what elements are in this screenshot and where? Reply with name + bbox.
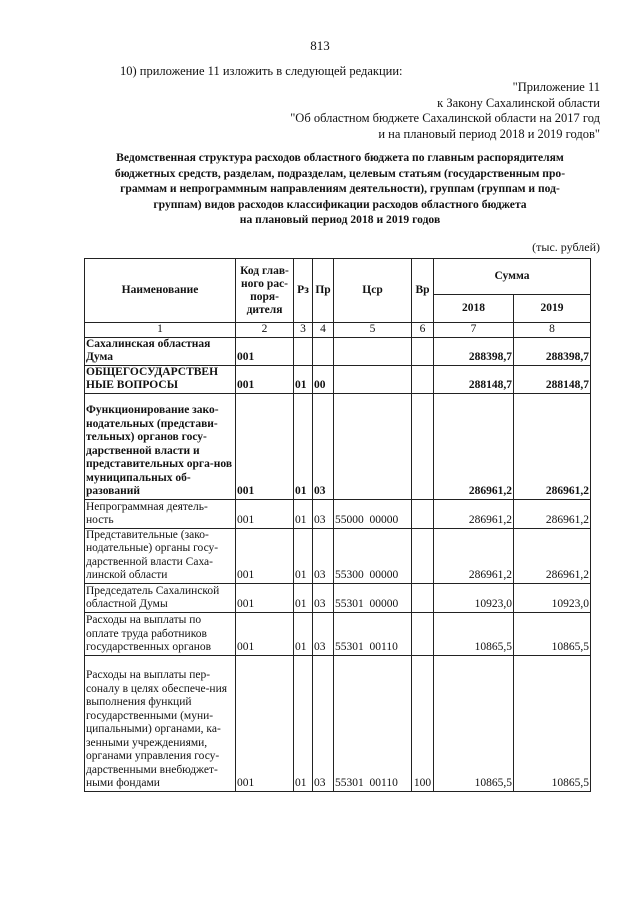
title-line: на плановый период 2018 и 2019 годов xyxy=(239,213,441,226)
row-name: Председатель Сахалинской областной Думы xyxy=(85,583,236,612)
column-index: 3 xyxy=(294,323,313,338)
row-vr xyxy=(412,365,434,393)
title-line: группам) видов расходов классификации расходов областного бюджета xyxy=(153,197,527,211)
row-pr xyxy=(313,337,334,365)
row-csr: 55000 00000 xyxy=(334,499,412,528)
row-value-2018: 286961,2 xyxy=(434,393,514,499)
row-name: Непрограммная деятель-ность xyxy=(85,499,236,528)
table-row xyxy=(85,583,591,612)
row-csr xyxy=(334,365,412,393)
row-value-2018: 10865,5 xyxy=(434,612,514,655)
appendix-heading xyxy=(290,80,600,142)
header-sum: Сумма xyxy=(434,259,591,295)
column-index-row xyxy=(85,323,591,338)
row-name: Сахалинская областная Дума xyxy=(85,337,236,365)
row-code: 001 xyxy=(236,612,294,655)
row-rz: 01 xyxy=(294,499,313,528)
title-line: бюджетных средств, разделам, подразделам, целевым статьям (государственным про- xyxy=(114,166,566,180)
header-rz: Рз xyxy=(294,259,313,323)
column-index: 1 xyxy=(85,323,236,338)
title-line: Ведомственная структура расходов областного бюджета по главным распорядителям xyxy=(116,151,564,164)
row-value-2019: 286961,2 xyxy=(514,393,591,499)
row-rz xyxy=(294,337,313,365)
row-csr xyxy=(334,337,412,365)
column-index: 2 xyxy=(236,323,294,338)
budget-table xyxy=(84,258,591,792)
row-pr: 03 xyxy=(313,655,334,791)
row-rz: 01 xyxy=(294,365,313,393)
row-vr xyxy=(412,583,434,612)
table-row xyxy=(85,612,591,655)
row-pr: 03 xyxy=(313,583,334,612)
row-code: 001 xyxy=(236,528,294,583)
row-pr: 03 xyxy=(313,612,334,655)
row-value-2019: 286961,2 xyxy=(514,528,591,583)
row-value-2019: 10923,0 xyxy=(514,583,591,612)
appendix-line: "Об областном бюджете Сахалинской области на 2017 год xyxy=(290,111,600,125)
row-rz: 01 xyxy=(294,393,313,499)
row-rz: 01 xyxy=(294,655,313,791)
row-name: Представительные (зако-нодательные) органы госу-дарственной власти Саха-линской области xyxy=(85,528,236,583)
row-code: 001 xyxy=(236,583,294,612)
row-value-2019: 286961,2 xyxy=(514,499,591,528)
column-index: 6 xyxy=(412,323,434,338)
row-code: 001 xyxy=(236,499,294,528)
table-row xyxy=(85,499,591,528)
column-index: 4 xyxy=(313,323,334,338)
row-value-2018: 10865,5 xyxy=(434,655,514,791)
row-vr xyxy=(412,528,434,583)
header-name: Наименование xyxy=(85,259,236,323)
header-pr: Пр xyxy=(313,259,334,323)
intro-text: 10) приложение 11 изложить в следующей редакции: xyxy=(120,64,403,78)
row-value-2018: 288398,7 xyxy=(434,337,514,365)
row-pr: 03 xyxy=(313,393,334,499)
appendix-line: и на плановый период 2018 и 2019 годов" xyxy=(378,126,600,141)
row-pr: 03 xyxy=(313,499,334,528)
row-code: 001 xyxy=(236,655,294,791)
header-2018: 2018 xyxy=(434,295,514,323)
header-code: Код глав-ного рас-поря-дителя xyxy=(236,259,294,323)
row-csr: 55301 00110 xyxy=(334,612,412,655)
table-row xyxy=(85,365,591,393)
row-value-2019: 288398,7 xyxy=(514,337,591,365)
units-label: (тыс. рублей) xyxy=(532,240,600,254)
row-code: 001 xyxy=(236,365,294,393)
row-pr: 03 xyxy=(313,528,334,583)
row-value-2019: 10865,5 xyxy=(514,655,591,791)
column-index: 5 xyxy=(334,323,412,338)
header-csr: Цср xyxy=(334,259,412,323)
row-value-2018: 288148,7 xyxy=(434,365,514,393)
row-vr: 100 xyxy=(412,655,434,791)
row-vr xyxy=(412,393,434,499)
row-vr xyxy=(412,337,434,365)
row-value-2018: 286961,2 xyxy=(434,499,514,528)
row-vr xyxy=(412,612,434,655)
row-csr: 55300 00000 xyxy=(334,528,412,583)
row-rz: 01 xyxy=(294,612,313,655)
row-value-2018: 10923,0 xyxy=(434,583,514,612)
row-value-2018: 286961,2 xyxy=(434,528,514,583)
row-rz: 01 xyxy=(294,583,313,612)
row-code: 001 xyxy=(236,337,294,365)
row-csr: 55301 00110 xyxy=(334,655,412,791)
document-title xyxy=(80,150,600,228)
row-pr: 00 xyxy=(313,365,334,393)
appendix-line: "Приложение 11 xyxy=(512,80,600,94)
appendix-line: к Закону Сахалинской области xyxy=(437,95,600,110)
header-vr: Вр xyxy=(412,259,434,323)
row-name: Расходы на выплаты по оплате труда работников государственных органов xyxy=(85,612,236,655)
row-csr xyxy=(334,393,412,499)
row-name: Расходы на выплаты пер-соналу в целях обеспече-ния выполнения функций государственными (муни-ципальными) органами, ка-зенными учреждениями, органами управления госу-дарственными внебюджет-ными фондами xyxy=(85,655,236,791)
header-2019: 2019 xyxy=(514,295,591,323)
table-row xyxy=(85,655,591,791)
row-code: 001 xyxy=(236,393,294,499)
table-row xyxy=(85,337,591,365)
row-rz: 01 xyxy=(294,528,313,583)
row-vr xyxy=(412,499,434,528)
row-name: ОБЩЕГОСУДАРСТВЕН НЫЕ ВОПРОСЫ xyxy=(85,365,236,393)
row-value-2019: 288148,7 xyxy=(514,365,591,393)
row-csr: 55301 00000 xyxy=(334,583,412,612)
row-name: Функционирование зако-нодательных (представи-тельных) органов госу-дарственной власти и представительных орга-нов муниципальных об-разований xyxy=(85,393,236,499)
row-value-2019: 10865,5 xyxy=(514,612,591,655)
title-line: граммам и непрограммным направлениям деятельности), группам (группам и под- xyxy=(120,182,560,195)
table-row xyxy=(85,393,591,499)
page-number: 813 xyxy=(310,38,330,53)
column-index: 7 xyxy=(434,323,514,338)
column-index: 8 xyxy=(514,323,591,338)
table-row xyxy=(85,528,591,583)
